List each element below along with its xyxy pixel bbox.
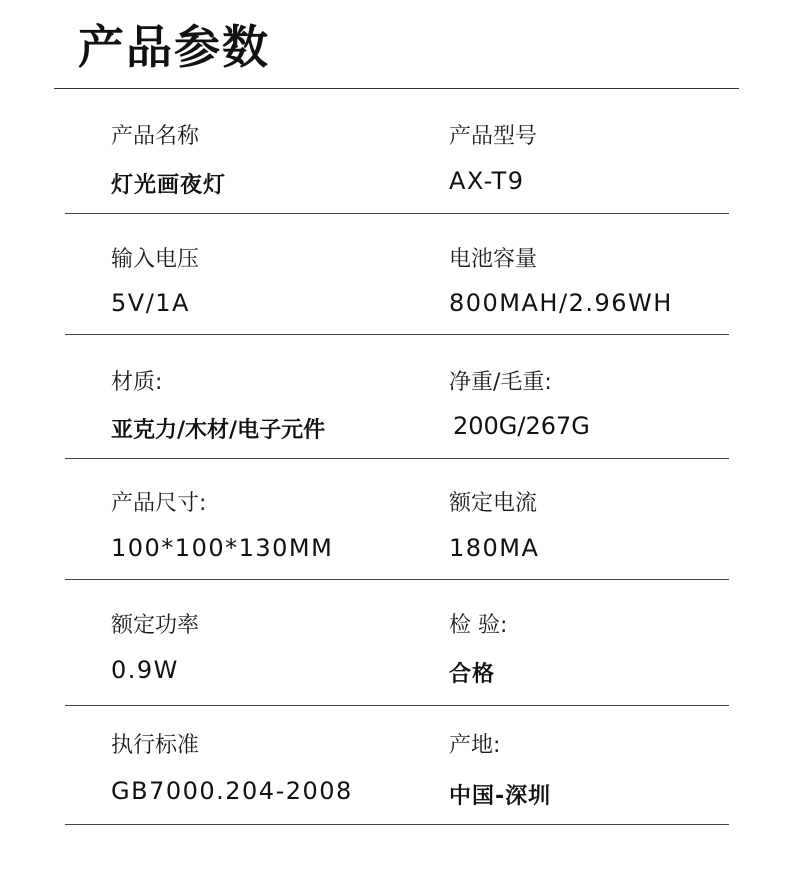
spec-cell-size [111,459,431,579]
spec-cell-product-model [449,89,729,213]
spec-value: 5V/1A [111,289,190,317]
spec-cell-inspection [449,580,729,705]
spec-row-voltage-battery [65,214,729,335]
spec-cell-product-name [111,89,431,213]
spec-label: 检 验: [449,613,508,638]
spec-cell-rated-current [449,459,729,579]
spec-cell-material [111,335,431,458]
spec-cell-weight [449,335,729,458]
spec-label: 产品型号 [449,124,538,149]
spec-label: 输入电压 [111,247,200,272]
spec-label: 材质: [111,370,163,395]
spec-row-material-weight [65,335,729,459]
spec-value: 800MAH/2.96WH [449,289,673,317]
spec-value: 0.9W [111,656,179,684]
spec-value: 亚克力/木材/电子元件 [111,418,326,443]
spec-row-size-current [65,459,729,580]
spec-row-name-model [65,89,729,214]
spec-label: 产品尺寸: [111,491,207,516]
spec-value: 合格 [449,662,496,687]
spec-table [65,89,729,825]
spec-value: 180MA [449,534,540,562]
spec-value: GB7000.204-2008 [111,777,353,805]
spec-label: 执行标准 [111,733,200,758]
spec-cell-rated-power [111,580,431,705]
spec-label: 电池容量 [449,247,538,272]
spec-label: 产地: [449,733,501,758]
spec-row-power-inspection [65,580,729,706]
spec-cell-input-voltage [111,214,431,334]
spec-value: 灯光画夜灯 [111,173,227,198]
spec-label: 额定电流 [449,491,538,516]
page-title: 产品参数 [78,20,270,74]
spec-value: 中国-深圳 [449,784,552,809]
spec-row-standard-origin [65,706,729,825]
spec-value: 100*100*130MM [111,534,334,562]
spec-cell-origin [449,706,729,824]
spec-label: 净重/毛重: [449,370,552,395]
spec-cell-standard [111,706,431,824]
spec-cell-battery-capacity [449,214,729,334]
spec-label: 额定功率 [111,613,200,638]
spec-label: 产品名称 [111,124,200,149]
spec-value: AX-T9 [449,167,525,195]
spec-value: 200G/267G [453,412,590,440]
